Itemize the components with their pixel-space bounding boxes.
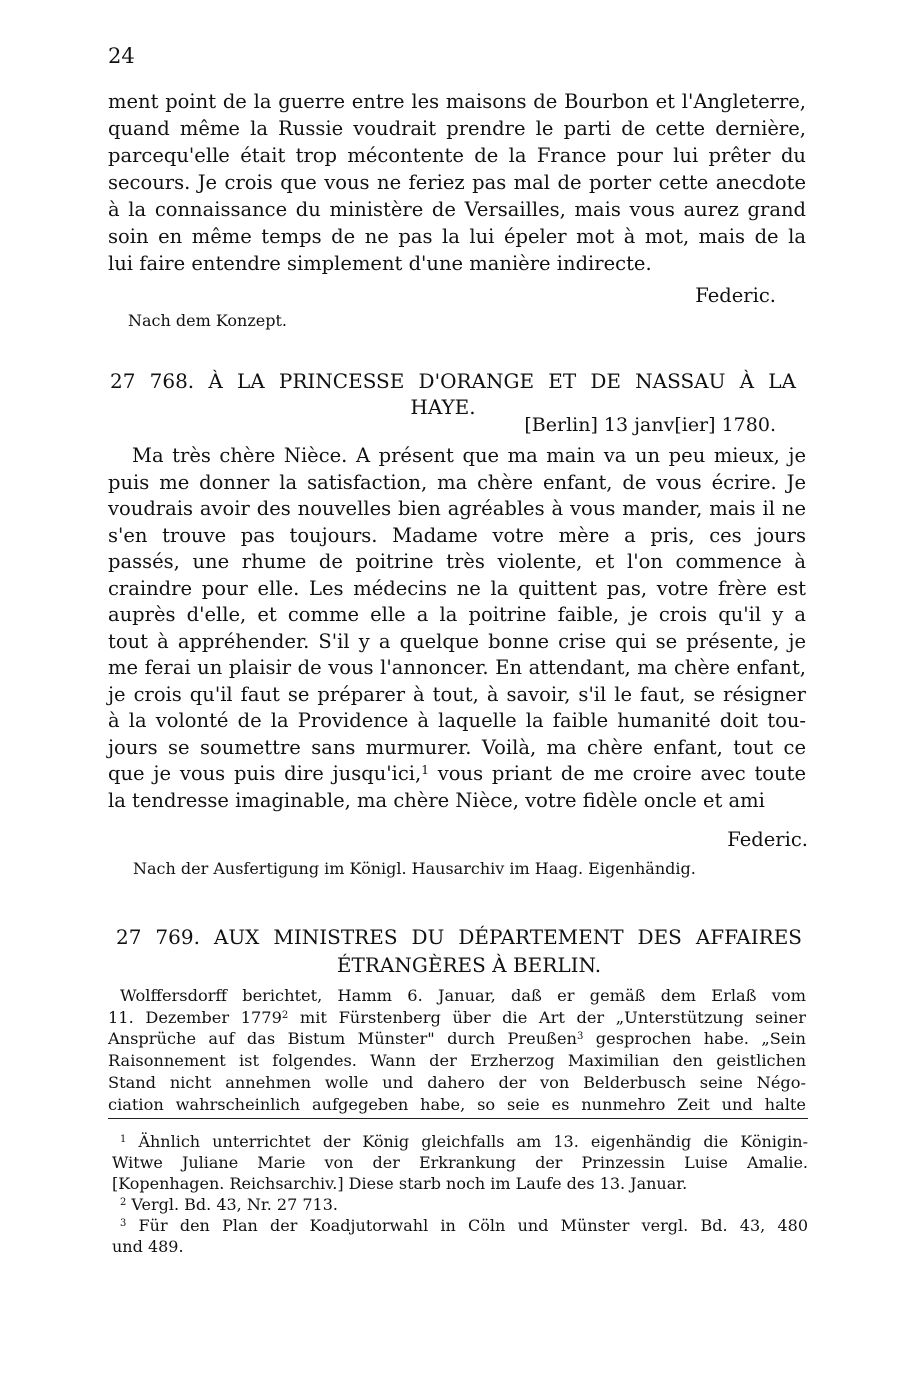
heading-line: ÉTRANGÈRES À BERLIN. <box>336 953 602 977</box>
letter-date: [Berlin] 13 janv[ier] 1780. <box>524 414 776 436</box>
heading-line: 27 769. AUX MINISTRES DU DÉPARTEMENT DES AFFAIRES <box>116 925 802 949</box>
text-line <box>108 761 806 788</box>
letter-body <box>108 443 806 814</box>
footnote-mark: 3 <box>120 1218 127 1230</box>
footnote <box>112 1194 808 1215</box>
text-line: parcequ'elle était trop mécontente de la France pour lui prêter du <box>108 144 806 167</box>
footnote <box>112 1215 808 1236</box>
letter-heading <box>110 368 796 420</box>
text-line: ment point de la guerre entre les maisons de Bourbon et l'Angleterre, <box>108 90 806 113</box>
heading-line: HAYE. <box>410 395 476 419</box>
letter-heading <box>116 923 802 979</box>
footnote-mark: 2 <box>120 1197 127 1209</box>
footnote-ref[interactable]: 1 <box>421 762 429 777</box>
page-number: 24 <box>108 44 135 68</box>
footnote-line: [Kopenhagen. Reichsarchiv.] Diese starb noch im Laufe des 13. Januar. <box>112 1174 688 1193</box>
opening-paragraph <box>108 88 806 277</box>
footnote-divider <box>108 1118 808 1119</box>
text-line: puis me donner la satisfaction, ma chère enfant, de vous écrire. Je <box>108 470 806 494</box>
footnote <box>112 1131 808 1152</box>
text-line: lui faire entendre simplement d'une manière indirecte. <box>108 252 652 275</box>
footnote-ref[interactable]: 2 <box>281 1009 289 1021</box>
text-line: ciation wahrscheinlich aufgegeben habe, so seie es nunmehro Zeit und halte <box>108 1094 806 1114</box>
footnote-line: und 489. <box>112 1237 184 1256</box>
heading-line: 27 768. À LA PRINCESSE D'ORANGE ET DE NASSAU À LA <box>110 369 796 393</box>
report-summary <box>108 985 806 1115</box>
text-line: je crois qu'il faut se préparer à tout, à savoir, s'il le faut, se résigner <box>108 682 806 706</box>
text-line: craindre pour elle. Les médecins ne la quittent pas, votre frère est <box>108 576 806 600</box>
text-line: me ferai un plaisir de vous l'annoncer. En attendant, ma chère enfant, <box>108 656 806 679</box>
text-line: Wolffersdorff berichtet, Hamm 6. Januar, daß er gemäß dem Erlaß vom <box>120 986 806 1005</box>
text-segment: mit Fürstenberg über die Art der „Unterstützung seiner <box>288 1007 806 1027</box>
footnote-mark: 1 <box>120 1134 127 1146</box>
source-note: Nach der Ausfertigung im Königl. Hausarchiv im Haag. Eigenhändig. <box>133 859 696 878</box>
text-segment: 11. Dezember 1779 <box>108 1007 282 1027</box>
text-line <box>108 1007 806 1029</box>
text-line: secours. Je crois que vous ne feriez pas mal de porter cette anecdote <box>108 171 806 194</box>
text-line: jours se soumettre sans murmurer. Voilà, ma chère enfant, tout ce <box>108 735 806 759</box>
footnote-line: Witwe Juliane Marie von der Erkrankung der Prinzessin Luise Amalie. <box>112 1153 808 1172</box>
text-line <box>108 1028 806 1050</box>
text-line: soin en même temps de ne pas la lui épeler mot à mot, mais de la <box>108 225 806 248</box>
text-line: Raisonnement ist folgendes. Wann der Erzherzog Maximilian den geistlichen <box>108 1051 806 1071</box>
text-segment: que je vous puis dire jusqu'ici, <box>108 762 422 785</box>
text-line: passés, une rhume de poitrine très violente, et l'on commence à <box>108 550 806 573</box>
text-line: voudrais avoir des nouvelles bien agréables à vous mander, mais il ne <box>108 497 806 520</box>
text-line: à la volonté de la Providence à laquelle la faible humanité doit tou- <box>108 709 806 732</box>
text-line: la tendresse imaginable, ma chère Nièce, votre fidèle oncle et ami <box>108 788 765 812</box>
text-line: auprès d'elle, et comme elle a la poitrine faible, je crois qu'il y a <box>108 603 806 626</box>
text-line: tout à appréhender. S'il y a quelque bonne crise qui se présente, je <box>108 629 806 653</box>
text-line: Ma très chère Nièce. A présent que ma main va un peu mieux, je <box>132 444 806 467</box>
text-line: s'en trouve pas toujours. Madame votre mère a pris, ces jours <box>108 523 806 547</box>
text-line: à la connaissance du ministère de Versailles, mais vous aurez grand <box>108 198 806 221</box>
text-line: Stand nicht annehmen wolle und dahero der von Belderbusch seine Négo- <box>108 1072 806 1092</box>
footnote-text: Ähnlich unterrichtet der König gleichfalls am 13. eigenhändig die Königin- <box>138 1132 808 1151</box>
footnote-text: Vergl. Bd. 43, Nr. 27 713. <box>131 1195 338 1214</box>
text-segment: vous priant de me croire avec toute <box>428 762 806 785</box>
text-segment: gesprochen habe. „Sein <box>583 1029 806 1049</box>
footnotes <box>112 1131 808 1257</box>
text-segment: Ansprüche auf das Bistum Münster" durch Preußen <box>108 1029 577 1049</box>
footnote-ref[interactable]: 3 <box>576 1031 584 1043</box>
footnote-text: Für den Plan der Koadjutorwahl in Cöln und Münster vergl. Bd. 43, 480 <box>138 1216 808 1235</box>
text-line: quand même la Russie voudrait prendre le parti de cette dernière, <box>108 117 806 140</box>
signature: Federic. <box>695 284 776 307</box>
source-note: Nach dem Konzept. <box>128 311 287 330</box>
signature: Federic. <box>727 828 808 851</box>
